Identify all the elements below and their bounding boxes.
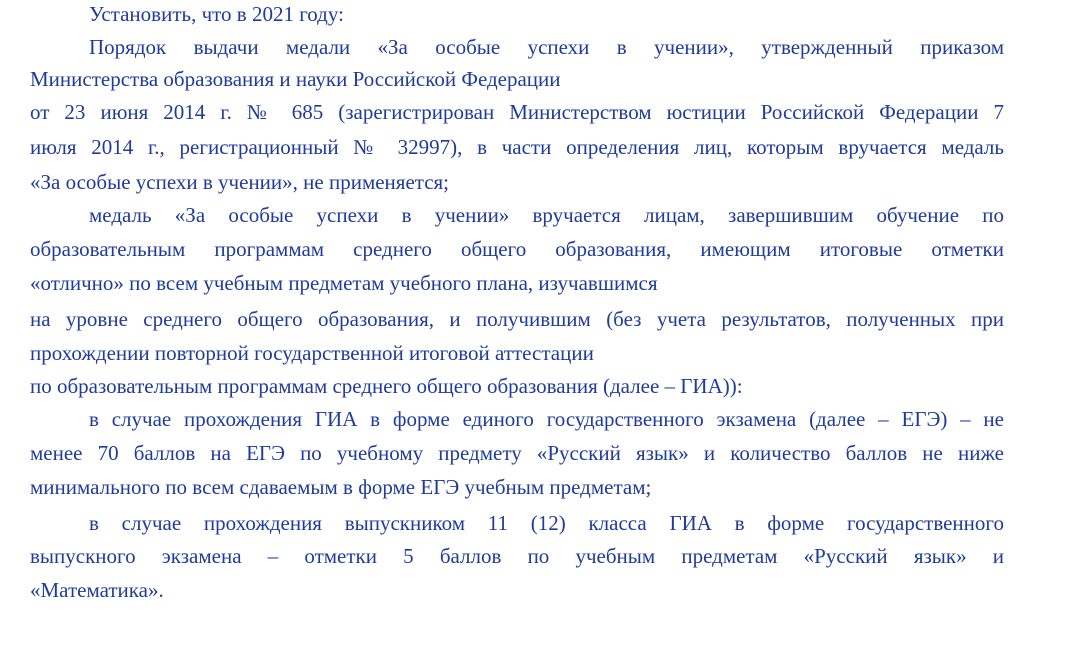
paragraph-line: «отлично» по всем учебным предметам учебного плана, изучавшимся [30, 271, 658, 295]
paragraph-line: на уровне среднего общего образования, и получившим (без учета результатов, полученных при [30, 307, 1004, 331]
paragraph-line: от 23 июня 2014 г. № 685 (зарегистрирован Министерством юстиции Российской Федерации 7 [30, 100, 1004, 124]
paragraph-line: Порядок выдачи медали «За особые успехи в учении», утвержденный приказом [89, 35, 1004, 59]
paragraph-line: прохождении повторной государственной итоговой аттестации [30, 341, 594, 365]
paragraph-line: июля 2014 г., регистрационный № 32997), в части определения лиц, которым вручается медаль [30, 135, 1004, 159]
paragraph-line: «Математика». [30, 578, 164, 602]
paragraph-line: Министерства образования и науки Российской Федерации [30, 67, 561, 91]
paragraph-line: медаль «За особые успехи в учении» вручается лицам, завершившим обучение по [89, 203, 1004, 227]
paragraph-line: выпускного экзамена – отметки 5 баллов по учебным предметам «Русский язык» и [30, 544, 1004, 568]
paragraph-line: «За особые успехи в учении», не применяется; [30, 170, 450, 194]
paragraph-line: в случае прохождения выпускником 11 (12) класса ГИА в форме государственного [89, 511, 1004, 535]
paragraph-line: минимального по всем сдаваемым в форме ЕГЭ учебным предметам; [30, 475, 652, 499]
paragraph-line: по образовательным программам среднего общего образования (далее – ГИА)): [30, 374, 743, 398]
paragraph-line: в случае прохождения ГИА в форме единого государственного экзамена (далее – ЕГЭ) – не [89, 407, 1004, 431]
paragraph-line: менее 70 баллов на ЕГЭ по учебному предмету «Русский язык» и количество баллов не ниже [30, 441, 1004, 465]
paragraph-line: образовательным программам среднего общего образования, имеющим итоговые отметки [30, 237, 1004, 261]
intro-line: Установить, что в 2021 году: [89, 2, 344, 26]
